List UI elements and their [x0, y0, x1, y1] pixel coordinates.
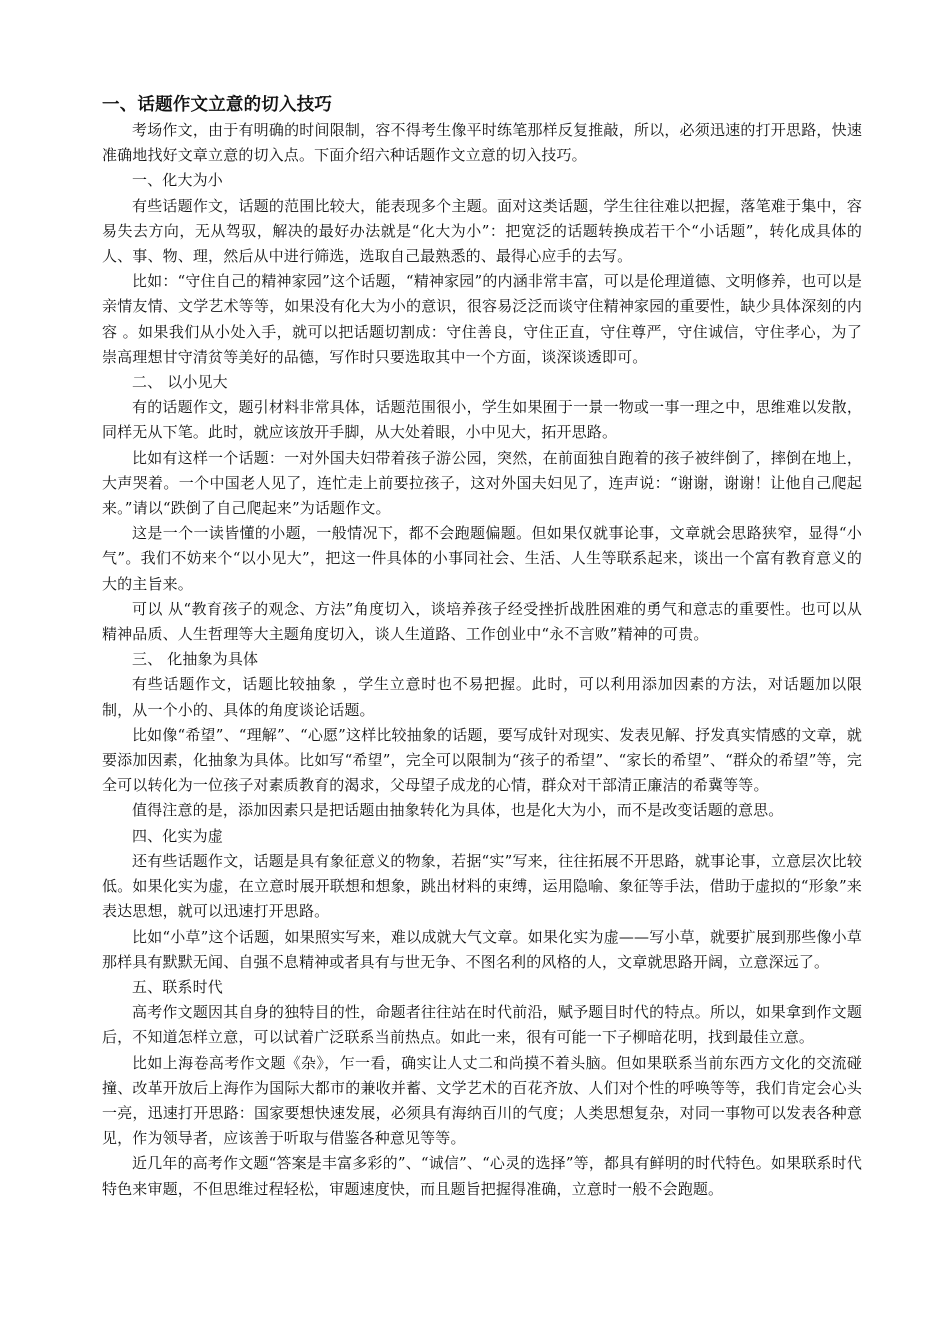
paragraph: 比如：“守住自己的精神家园”这个话题，“精神家园”的内涵非常丰富，可以是伦理道德、文明修养，也可以是亲情友情、文学艺术等等，如果没有化大为小的意识，很容易泛泛而谈守住精神家园的重要性，缺少具体深刻的内容 。如果我们从小处入手，就可以把话题切割成：守住善良，守住正直，守住尊严，守住诚信，守住孝心，为了崇高理想甘守清贫等美好的品德，写作时只要选取其中一个方面，谈深谈透即可。	[102, 272, 862, 366]
paragraph: 有的话题作文，题引材料非常具体，话题范围很小，学生如果囿于一景一物或一事一理之中，思维难以发散，同样无从下笔。此时，就应该放开手脚，从大处着眼，小中见大，拓开思路。	[102, 398, 862, 442]
section-heading: 二、 以小见大	[132, 373, 228, 392]
section-heading: 三、 化抽象为具体	[132, 650, 259, 669]
paragraph: 有些话题作文，话题的范围比较大，能表现多个主题。面对这类话题，学生往往难以把握，落笔难于集中，容易失去方向，无从驾驭，解决的最好办法就是“化大为小”：把宽泛的话题转换成若干个“小话题”，转化成具体的人、事、物、理，然后从中进行筛选，选取自己最熟悉的、最得心应手的去写。	[102, 196, 862, 266]
paragraph: 比如有这样一个话题：一对外国夫妇带着孩子游公园，突然，在前面独自跑着的孩子被绊倒了，摔倒在地上，大声哭着。一个中国老人见了，连忙走上前要拉孩子，这对外国夫妇见了，连声说：“谢谢，谢谢！让他自己爬起来。”请以“跌倒了自己爬起来”为话题作文。	[102, 448, 862, 518]
paragraph: 值得注意的是，添加因素只是把话题由抽象转化为具体，也是化大为小，而不是改变话题的意思。	[132, 801, 784, 820]
document-body	[102, 118, 862, 1202]
paragraph: 可以 从“教育孩子的观念、方法”角度切入，谈培养孩子经受挫折战胜困难的勇气和意志的重要性。也可以从精神品质、人生哲理等大主题角度切入，谈人生道路、工作创业中“永不言败”精神的可贵。	[102, 599, 862, 644]
section-heading: 一、化大为小	[132, 171, 223, 190]
document-title: 一、话题作文立意的切入技巧	[102, 95, 333, 115]
document-page	[102, 92, 862, 1202]
paragraph: 高考作文题因其自身的独特目的性，命题者往往站在时代前沿，赋予题目时代的特点。所以，如果拿到作文题后，不知道怎样立意，可以试着广泛联系当前热点。如此一来，很有可能一下子柳暗花明，找到最佳立意。	[102, 1003, 862, 1047]
section-heading: 四、化实为虚	[132, 826, 223, 845]
paragraph: 这是一个一读皆懂的小题，一般情况下，都不会跑题偏题。但如果仅就事论事，文章就会思路狭窄，显得“小气”。我们不妨来个“以小见大”，把这一件具体的小事同社会、生活、人生等联系起来，谈出一个富有教育意义的大的主旨来。	[102, 524, 862, 593]
paragraph: 比如“小草”这个话题，如果照实写来，难以成就大气文章。如果化实为虚——写小草，就要扩展到那些像小草那样具有默默无闻、自强不息精神或者具有与世无争、不图名利的风格的人，文章就思路开阔，立意深远了。	[102, 927, 862, 971]
paragraph: 考场作文，由于有明确的时间限制，容不得考生像平时练笔那样反复推敲，所以，必须迅速的打开思路，快速准确地找好文章立意的切入点。下面介绍六种话题作文立意的切入技巧。	[102, 121, 862, 165]
paragraph: 还有些话题作文，话题是具有象征意义的物象，若据“实”写来，往往拓展不开思路，就事论事，立意层次比较低。如果化实为虚，在立意时展开联想和想象，跳出材料的束缚，运用隐喻、象征等手法，借助于虚拟的“形象”来表达思想，就可以迅速打开思路。	[102, 851, 862, 921]
paragraph: 近几年的高考作文题“答案是丰富多彩的”、“诚信”、“心灵的选择”等，都具有鲜明的时代特色。如果联系时代特色来审题，不但思维过程轻松，审题速度快，而且题旨把握得准确，立意时一般不会跑题。	[102, 1154, 862, 1198]
paragraph: 比如像“希望”、“理解”、“心愿”这样比较抽象的话题，要写成针对现实、发表见解、抒发真实情感的文章，就要添加因素，化抽象为具体。比如写“希望”，完全可以限制为“孩子的希望”、“家长的希望”、“群众的希望”等，完全可以转化为一位孩子对素质教育的渴求，父母望子成龙的心情，群众对干部清正廉洁的希冀等等。	[102, 725, 862, 795]
paragraph: 有些话题作文，话题比较抽象 ，学生立意时也不易把握。此时，可以利用添加因素的方法，对话题加以限制，从一个小的、具体的角度谈论话题。	[102, 675, 862, 719]
section-heading: 五、联系时代	[132, 977, 223, 996]
paragraph: 比如上海卷高考作文题《杂》，乍一看，确实让人丈二和尚摸不着头脑。但如果联系当前东西方文化的交流碰撞、改革开放后上海作为国际大都市的兼收并蓄、文学艺术的百花齐放、人们对个性的呼唤等等，我们肯定会心头一亮，迅速打开思路：国家要想快速发展，必须具有海纳百川的气度；人类思想复杂，对同一事物可以发表各种意见，作为领导者，应该善于听取与借鉴各种意见等等。	[102, 1053, 862, 1148]
